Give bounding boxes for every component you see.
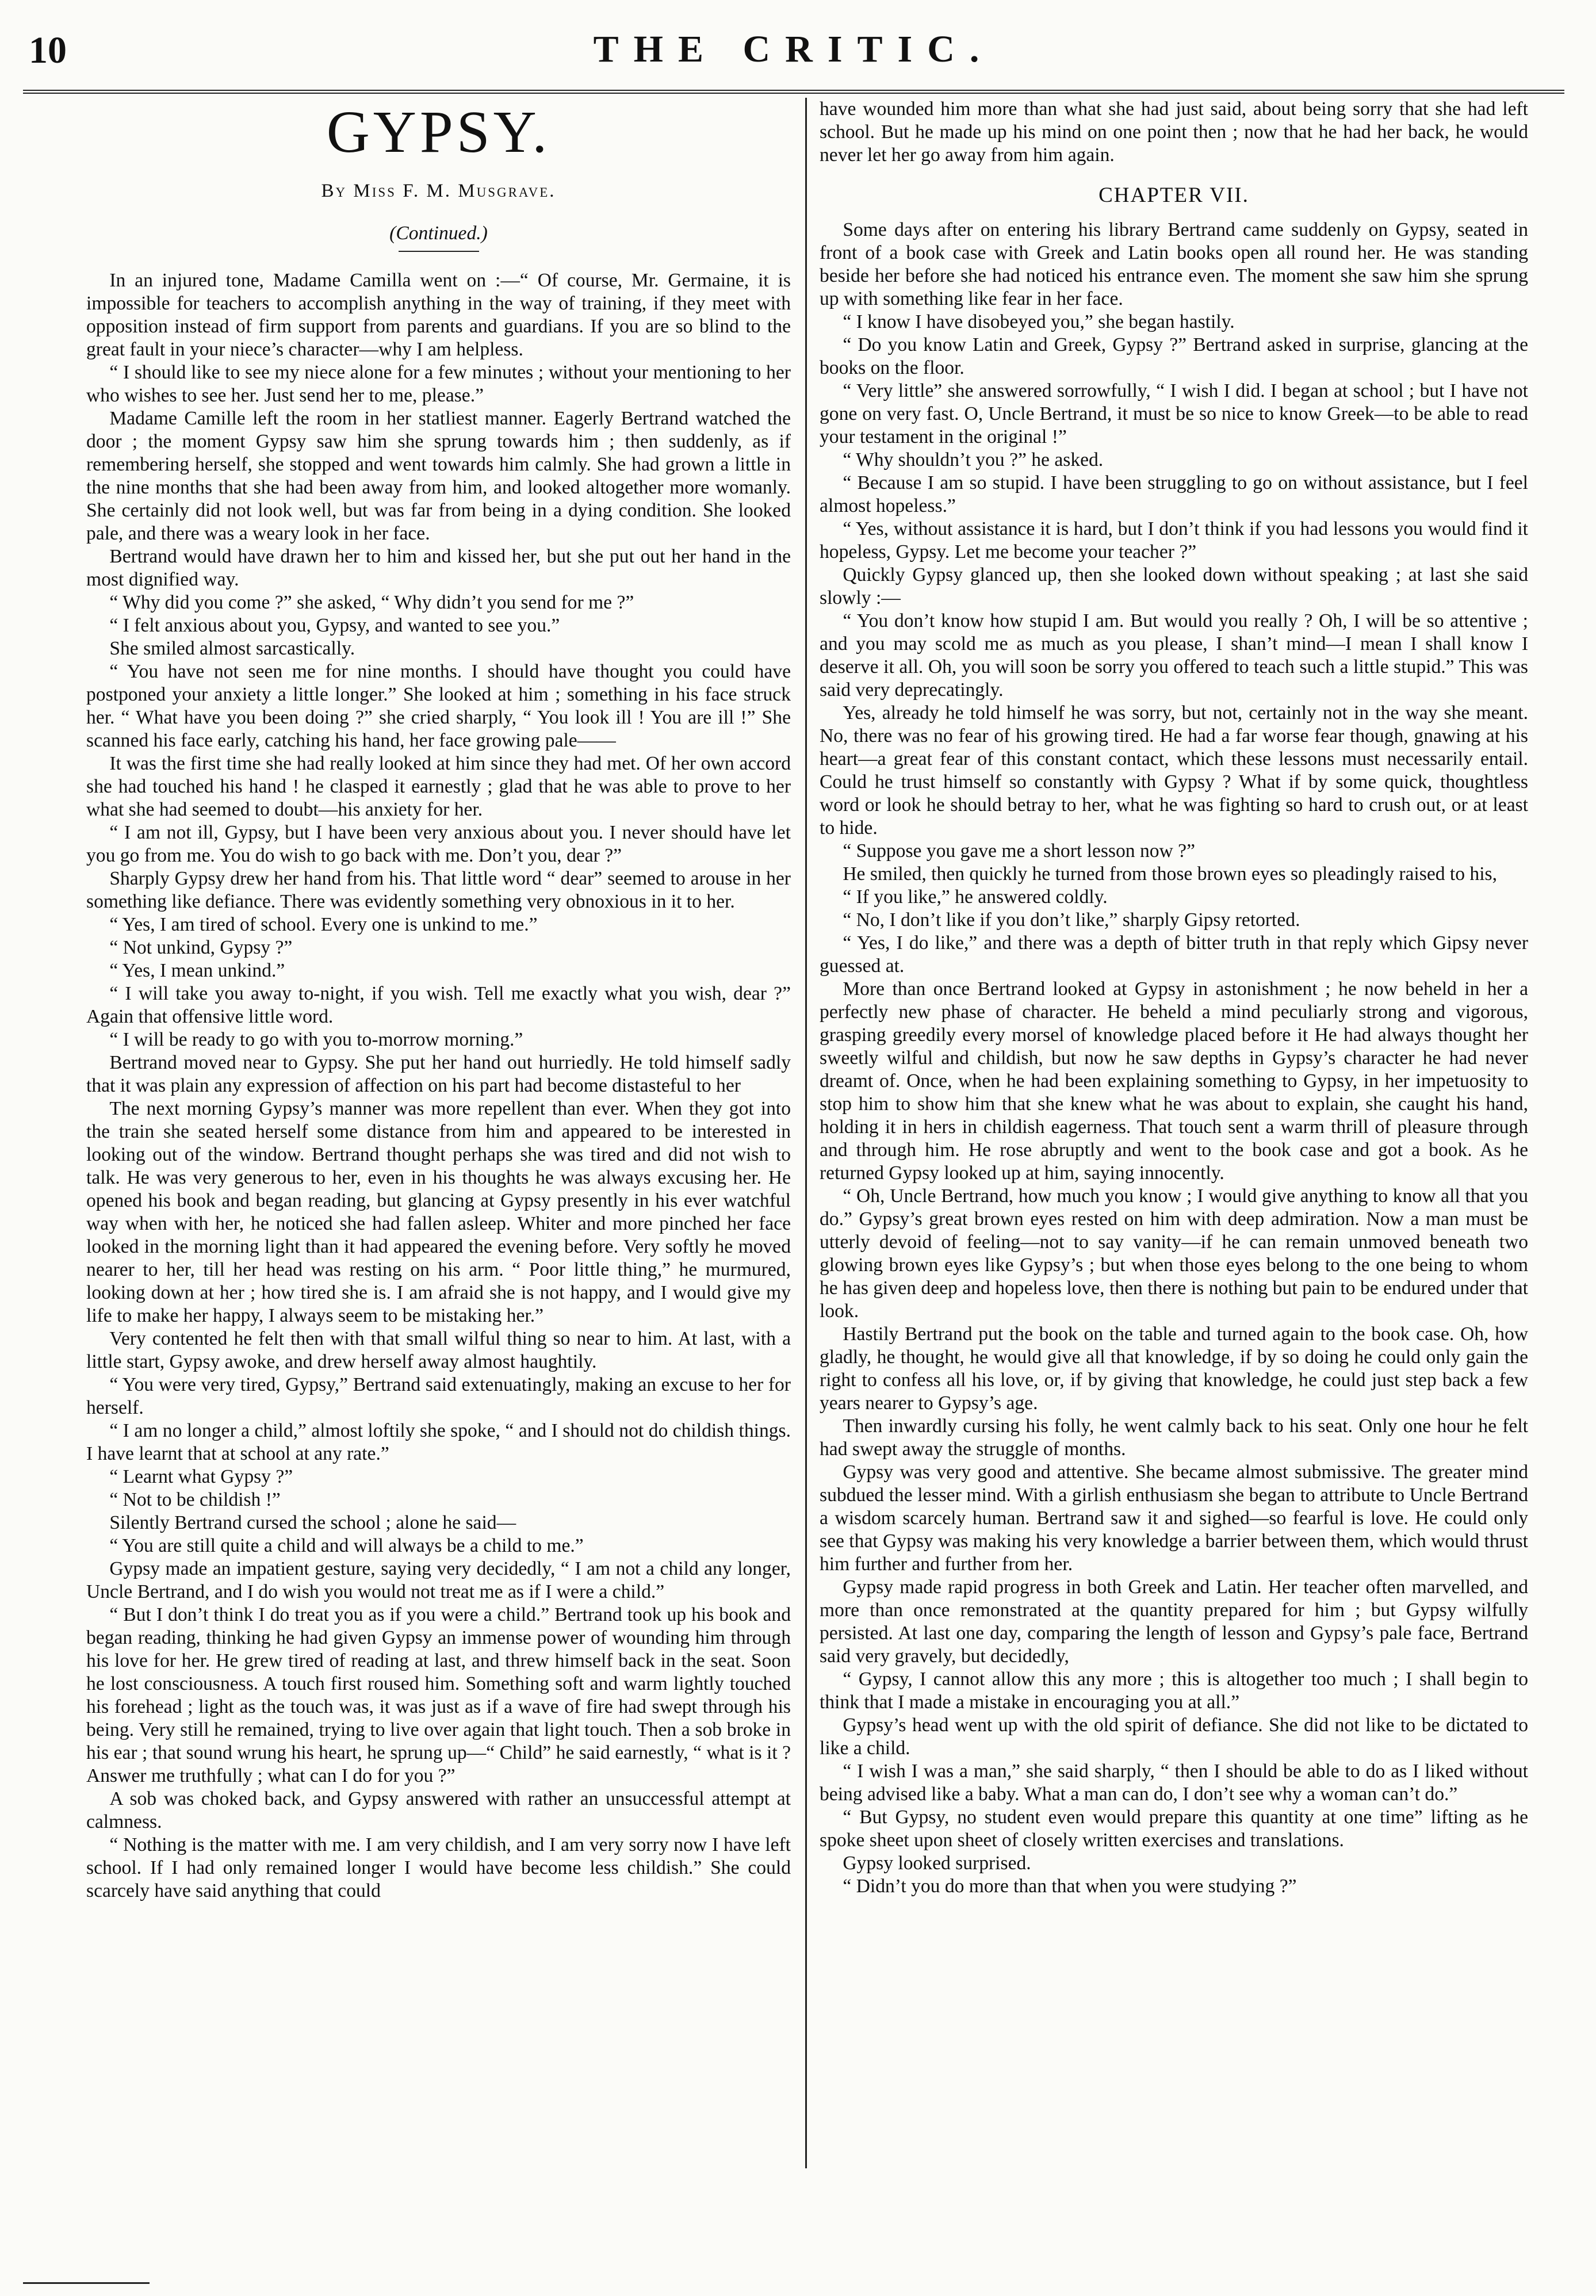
paragraph: “ You don’t know how stupid I am. But would you really ? Oh, I will be so attentive ; and you may scold me as much as you please, I shan’t mind—I mean I shall know I deserve it all. Oh, you will soon be sorry you offered to teach such a little stupid.” This was said very deprecatingly. (820, 610, 1528, 701)
paragraph: He smiled, then quickly he turned from those brown eyes so pleadingly raised to his, (843, 863, 1498, 885)
continued-rule (399, 251, 479, 252)
paragraph: More than once Bertrand looked at Gypsy in astonishment ; he now beheld in her a perfectly new phase of character. He beheld a mind peculiarly strong and vigorous, grasping greedily every morsel of knowledge placed before it He had always thought her sweetly wilful and childish, but now he saw depths in Gypsy’s character he had never dreamt of. Once, when he had been explaining something to Gypsy, in her impetuosity to stop him to show him that she knew what he was about to explain, she caught his hand, holding it in hers in childish eagerness. That touch sent a warm thrill of pleasure through and through him. He rose abruptly and went to the book case and got a book. As he returned Gypsy looked up at him, saying innocently. (820, 978, 1528, 1184)
story-title: GYPSY. (326, 99, 551, 165)
masthead-title: THE CRITIC. (593, 28, 994, 70)
paragraph: “ I felt anxious about you, Gypsy, and wanted to see you.” (109, 615, 560, 636)
paragraph: Some days after on entering his library Bertrand came suddenly on Gypsy, seated in front of a book case with Greek and Latin books open all round her. He was standing beside her before she had noticed his entrance even. The moment she saw him she sprung up with something like fear in her face. (820, 219, 1528, 309)
paragraph: “ I will take you away to-night, if you wish. Tell me exactly what you wish, dear ?” Again that offensive little word. (86, 983, 791, 1027)
paragraph: “ I will be ready to go with you to-morrow morning.” (109, 1029, 523, 1050)
paragraph: Very contented he felt then with that small wilful thing so near to him. At last, with a little start, Gypsy awoke, and drew herself away almost haughtily. (86, 1328, 791, 1372)
paragraph: Gypsy looked surprised. (843, 1853, 1031, 1874)
paragraph: “ Yes, I mean unkind.” (109, 960, 285, 981)
paragraph: Bertrand moved near to Gypsy. She put her hand out hurriedly. He told himself sadly that it was plain any expression of affection on his part had become distasteful to her (86, 1052, 791, 1096)
paragraph: It was the first time she had really looked at him since they had met. Of her own accord she had touched his hand ! he clasped it earnestly ; glad that he was able to prove to her what she had seemed to doubt—his anxiety for her. (86, 753, 791, 820)
paragraph: “ Very little” she answered sorrowfully, “ I wish I did. I began at school ; but I have not gone on very fast. O, Uncle Bertrand, it must be so nice to know Greek—to be able to read your testament in the original !” (820, 380, 1528, 447)
continued-label: (Continued.) (389, 223, 488, 244)
story-byline: By Miss F. M. Musgrave. (321, 181, 556, 201)
paragraph: The next morning Gypsy’s manner was more repellent than ever. When they got into the train she seated herself some distance from him and appeared to be interested in looking out of the window. Bertrand thought perhaps she was tired and did not wish to talk. He was very generous to her, even in his thoughts he was always excusing her. He opened his book and began reading, but glancing at Gypsy presently in his ever watchful way when with her, he noticed she had fallen asleep. Whiter and more pinched her face looked in the morning light than it had appeared the evening before. Very softly he moved nearer to her, till her head was resting on his arm. “ Poor little thing,” he murmured, looking down at her ; how tired she is. I am afraid she is not happy, and I would give my life to make her happy, I always seem to be mistaking her.” (86, 1098, 791, 1326)
paragraph: “ Didn’t you do more than that when you were studying ?” (843, 1876, 1297, 1897)
paragraph: “ Not unkind, Gypsy ?” (109, 937, 293, 958)
footer-rule (23, 2282, 150, 2284)
paragraph: Yes, already he told himself he was sorry, but not, certainly not in the way she meant. No, there was no fear of his growing tired. He had a far worse fear though, gnawing at his heart—a great fear of this constant contact, which these lessons must necessarily entail. Could he trust himself so constantly with Gypsy ? What if by some quick, thoughtless word or look he should betray to her, what he was fighting so hard to crush out, or at least to hide. (820, 702, 1528, 839)
paragraph: “ I know I have disobeyed you,” she began hastily. (843, 311, 1235, 332)
paragraph: A sob was choked back, and Gypsy answered with rather an unsuccessful attempt at calmness. (86, 1788, 791, 1832)
paragraph: “ Yes, without assistance it is hard, but I don’t think if you had lessons you would find it hopeless, Gypsy. Let me become your teacher ?” (820, 518, 1528, 562)
paragraph: have wounded him more than what she had just said, about being sorry that she had left school. But he made up his mind on one point then ; now that he had her back, he would never let her go away from him again. (820, 98, 1528, 166)
paragraph: “ Oh, Uncle Bertrand, how much you know ; I would give anything to know all that you do.” Gypsy’s great brown eyes rested on him with deep admiration. Now a man must be utterly devoid of feeling—not to say vanity—if he can remain unmoved beneath two glowing brown eyes like Gypsy’s ; but when those eyes belong to the one being to whom he has given deep and hopeless love, then there is nothing but pain to be endured under that look. (820, 1185, 1528, 1322)
paragraph: Then inwardly cursing his folly, he went calmly back to his seat. Only one hour he felt had swept away the struggle of months. (820, 1415, 1528, 1460)
page-header (23, 23, 1564, 86)
paragraph: “ You were very tired, Gypsy,” Bertrand said extenuatingly, making an excuse to her for herself. (86, 1374, 791, 1418)
left-paragraphs (86, 269, 791, 1903)
paragraph: Madame Camille left the room in her statliest manner. Eagerly Bertrand watched the door ; the moment Gypsy saw him she sprung towards him ; then suddenly, as if remembering herself, she stopped and went towards him calmly. She had grown a little in the nine months that she had been away from him, and looked altogether more womanly. She certainly did not look well, but was far from being in a dying condition. She looked pale, and there was a weary look in her face. (86, 408, 791, 544)
paragraph: In an injured tone, Madame Camilla went on :—“ Of course, Mr. Germaine, it is impossible for teachers to accomplish anything in the way of training, if they meet with opposition instead of firm support from parents and guardians. If you are so blind to the great fault in your niece’s character—why I am helpless. (86, 270, 791, 360)
paragraph: “ But I don’t think I do treat you as if you were a child.” Bertrand took up his book and began reading, thinking he had given Gypsy an immense power of wounding him through his love for her. He grew tired of reading at last, and threw himself back in the seat. Soon he lost consciousness. A touch first roused him. Something soft and warm lightly touched his forehead ; light as the touch was, it was just as if a wave of fire had swept through his being. Very still he remained, trying to live over again that light touch. Then a sob broke in his ear ; that sound wrung his heart, he sprung up—“ Child” he said earnestly, “ what is it ? Answer me truthfully ; what can I do for you ?” (86, 1604, 791, 1786)
right-paragraphs (820, 219, 1528, 1898)
paragraph: “ I am not ill, Gypsy, but I have been very anxious about you. I never should have let you go from me. You do wish to go back with me. Don’t you, dear ?” (86, 822, 791, 866)
page-number: 10 (29, 29, 67, 71)
right-lead-paragraphs (820, 98, 1528, 167)
paragraph: “ Yes, I do like,” and there was a depth of bitter truth in that reply which Gipsy never guessed at. (820, 932, 1528, 977)
paragraph: Quickly Gypsy glanced up, then she looked down without speaking ; at last she said slowly :— (820, 564, 1528, 609)
chapter-heading: CHAPTER VII. (1099, 183, 1249, 207)
paragraph: She smiled almost sarcastically. (109, 638, 355, 659)
column-divider (805, 98, 807, 2168)
paragraph: “ Learnt what Gypsy ?” (109, 1466, 293, 1487)
paragraph: “ Why shouldn’t you ?” he asked. (843, 449, 1104, 470)
paragraph: Gypsy made an impatient gesture, saying very decidedly, “ I am not a child any longer, Uncle Bertrand, and I do wish you would not treat me as if I were a child.” (86, 1558, 791, 1602)
paragraph: “ Gypsy, I cannot allow this any more ; this is altogether too much ; I shall begin to think that I made a mistake in encouraging you at all.” (820, 1669, 1528, 1713)
paragraph: Silently Bertrand cursed the school ; alone he said— (109, 1512, 516, 1533)
header-rule (23, 90, 1564, 94)
paragraph: “ Do you know Latin and Greek, Gypsy ?” Bertrand asked in surprise, glancing at the books on the floor. (820, 334, 1528, 378)
left-column (86, 98, 791, 2174)
paragraph: “ Nothing is the matter with me. I am very childish, and I am very sorry now I have left school. If I had only remained longer I would have become less childish.” She could scarcely have said anything that could (86, 1834, 791, 1901)
paragraph: “ Yes, I am tired of school. Every one is unkind to me.” (109, 914, 538, 935)
paragraph: “ No, I don’t like if you don’t like,” sharply Gipsy retorted. (843, 909, 1300, 931)
paragraph: “ I should like to see my niece alone for a few minutes ; without your mentioning to her who wishes to see her. Just send her to me, please.” (86, 362, 791, 406)
paragraph: Gypsy was very good and attentive. She became almost submissive. The greater mind subdued the lesser mind. With a girlish enthusiasm she began to attribute to Uncle Bertrand a wisdom scarcely human. Bertrand saw it and sighed—so fearful is love. He could only see that Gypsy was making his very knowledge a barrier between them, which would thrust him further and further from her. (820, 1461, 1528, 1575)
paragraph: Bertrand would have drawn her to him and kissed her, but she put out her hand in the most dignified way. (86, 546, 791, 590)
paragraph: Gypsy’s head went up with the old spirit of defiance. She did not like to be dictated to like a child. (820, 1715, 1528, 1759)
paragraph: “ Suppose you gave me a short lesson now ?” (843, 840, 1195, 862)
paragraph: “ You are still quite a child and will always be a child to me.” (109, 1535, 584, 1556)
paragraph: Sharply Gypsy drew her hand from his. That little word “ dear” seemed to arouse in her something like defiance. There was evidently something very obnoxious in it to her. (86, 868, 791, 912)
paragraph: “ I am no longer a child,” almost loftily she spoke, “ and I should not do childish things. I have learnt that at school at any rate.” (86, 1420, 791, 1464)
paragraph: “ Why did you come ?” she asked, “ Why didn’t you send for me ?” (109, 592, 634, 613)
paragraph: “ I wish I was a man,” she said sharply, “ then I should be able to do as I liked without being advised like a baby. What a man can do, I don’t see why a woman can’t do.” (820, 1761, 1528, 1805)
paragraph: Gypsy made rapid progress in both Greek and Latin. Her teacher often marvelled, and more than once remonstrated at the quantity prepared for him ; but Gypsy wilfully persisted. At last one day, comparing the length of lesson and Gypsy’s pale face, Bertrand said very gravely, but decidedly, (820, 1576, 1528, 1667)
paragraph: “ But Gypsy, no student even would prepare this quantity at one time” lifting as he spoke sheet upon sheet of closely written exercises and translations. (820, 1807, 1528, 1851)
paragraph: “ Because I am so stupid. I have been struggling to go on without assistance, but I feel almost hopeless.” (820, 472, 1528, 516)
paragraph: “ Not to be childish !” (109, 1489, 281, 1510)
paragraph: “ You have not seen me for nine months. I should have thought you could have postponed your anxiety a little longer.” She looked at him ; something in his face struck her. “ What have you been doing ?” she cried sharply, “ You look ill ! You are ill !” She scanned his face early, catching his hand, her face growing pale—— (86, 661, 791, 751)
right-column (820, 98, 1528, 2174)
paragraph: Hastily Bertrand put the book on the table and turned again to the book case. Oh, how gladly, he thought, he would give all that knowledge, if by so doing he could only gain the right to confess all his love, or, if by giving that knowledge, he could just step back a few years nearer to Gypsy’s age. (820, 1323, 1528, 1414)
paragraph: “ If you like,” he answered coldly. (843, 886, 1108, 908)
